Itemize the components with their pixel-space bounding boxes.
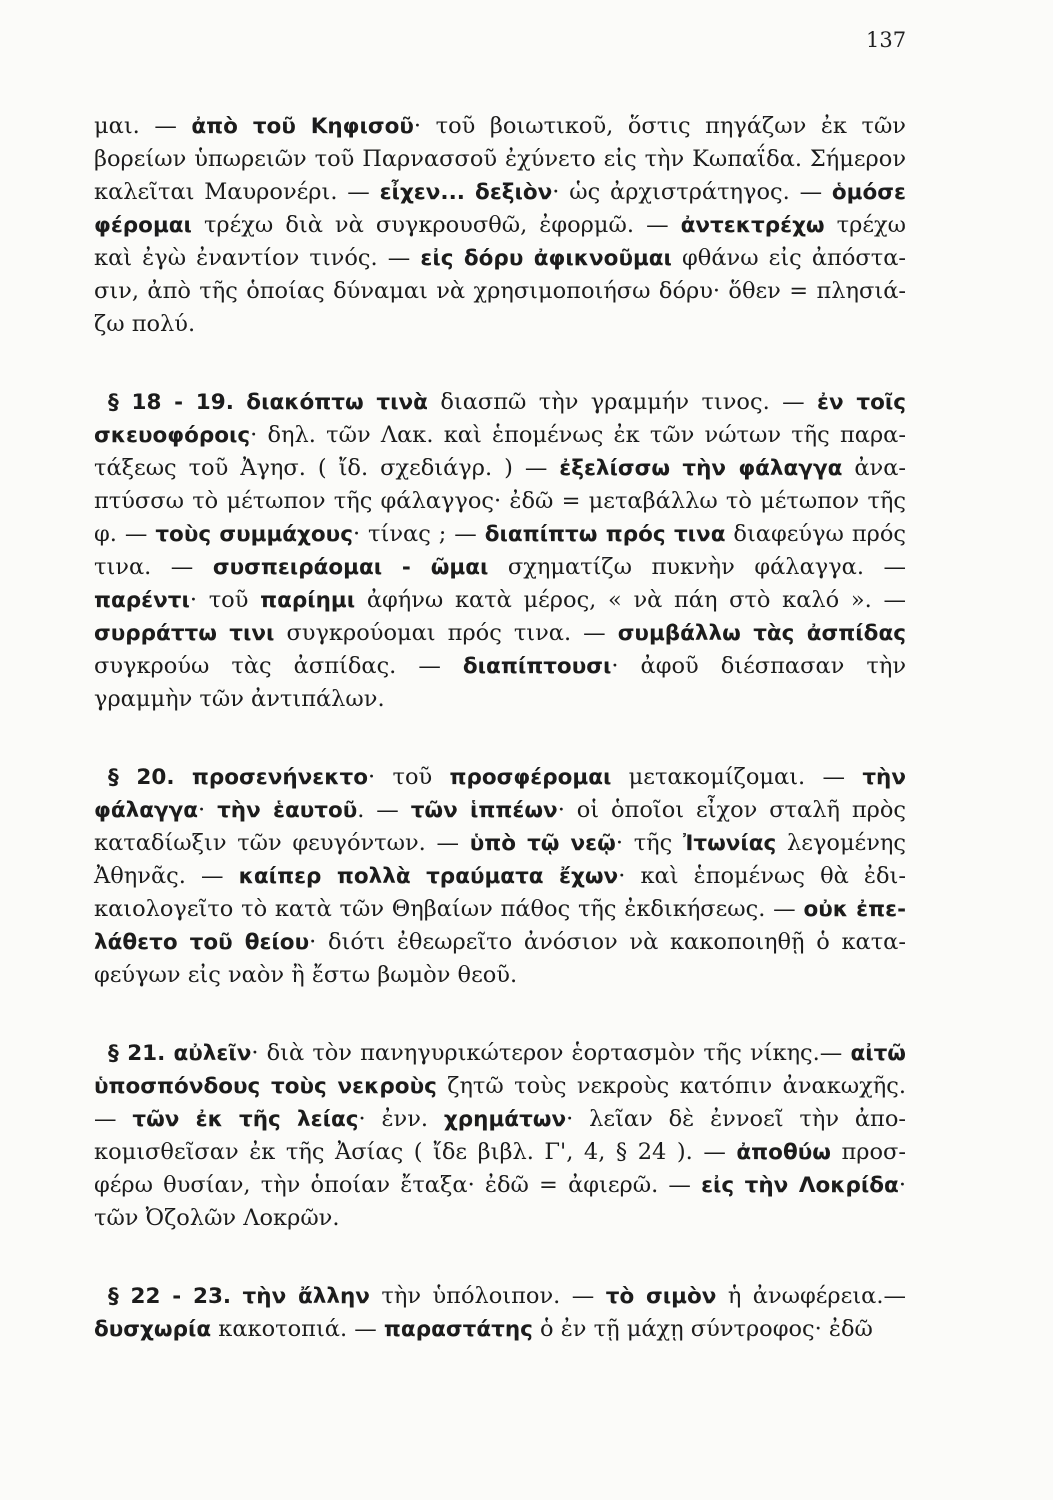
glossed-term: οὐκ ἐπελάθετο τοῦ θείου	[94, 897, 906, 955]
section-marker: § 21.	[108, 1041, 166, 1066]
gloss-text: · τοῦ	[368, 764, 450, 790]
gloss-text: · δηλ. τῶν Λακ. καὶ ἑπομένως ἐκ τῶν νώτων τῆς παρατάξεως τοῦ Ἀγησ. ( ἴδ. σχεδιάγρ. ) —	[94, 422, 906, 481]
glossed-term: τῶν ἱππέων	[410, 798, 558, 823]
gloss-text: συγκρούομαι πρός τινα. —	[274, 620, 618, 646]
gloss-text: μετακομίζομαι. —	[611, 764, 863, 790]
gloss-text: · διὰ τὸν πανηγυρικώτερον ἑορτασμὸν τῆς νίκης.—	[251, 1040, 851, 1066]
gloss-text: μαι. —	[94, 113, 192, 139]
gloss-text: διασπῶ τὴν γραμμήν τινος. —	[427, 389, 818, 415]
glossed-term: διαπίπτω πρός τινα	[484, 522, 726, 547]
glossed-term: ἐξελίσσω τὴν φάλαγγα	[559, 456, 843, 481]
gloss-text	[234, 389, 246, 415]
glossed-term: συσπειράομαι - ῶμαι	[212, 555, 489, 580]
paragraph-continued	[94, 110, 906, 341]
glossed-term: ἀντεκτρέχω	[680, 213, 825, 238]
gloss-text: . —	[357, 797, 411, 823]
commentary-text	[94, 110, 906, 1346]
gloss-text: ἀναπτύσσω τὸ μέτωπον τῆς φάλαγγος· ἐδῶ = μεταβάλλω τὸ μέτωπον τῆς φ. —	[94, 455, 906, 547]
gloss-text: · καὶ ἑπομένως θὰ ἐδικαιολογεῖτο τὸ κατὰ τῶν Θηβαίων πάθος τῆς ἐκδικήσεως. —	[94, 863, 906, 922]
glossed-term: παραστάτης	[383, 1317, 533, 1342]
glossed-term: διαπίπτουσι	[462, 654, 612, 679]
paragraph-section-21	[94, 1037, 906, 1235]
gloss-text: · ἐνν.	[358, 1106, 444, 1132]
paragraph-section-18-19	[94, 386, 906, 716]
glossed-term: αἰτῶ ὑποσπόνδους τοὺς νεκροὺς	[94, 1041, 906, 1099]
glossed-term: ὑπὸ τῷ νεῷ	[469, 831, 616, 856]
glossed-term: ὁμόσε φέρομαι	[94, 180, 906, 238]
gloss-text: · ἀφοῦ διέσπασαν τὴν γραμμὴν τῶν ἀντιπάλων.	[94, 653, 907, 712]
paragraph-section-20	[94, 761, 906, 992]
glossed-term: δυσχωρία	[94, 1317, 212, 1342]
glossed-term: τῶν ἐκ τῆς λείας	[132, 1107, 359, 1132]
gloss-text: ἀφήνω κατὰ μέρος, « νὰ πάη στὸ καλό ». —	[355, 587, 906, 613]
gloss-text: · λεῖαν δὲ ἐννοεῖ τὴν ἀποκομισθεῖσαν ἐκ τῆς Ἀσίας ( ἴδε βιβλ. Γ', 4, § 24 ). —	[94, 1106, 906, 1165]
page-number: 137	[866, 28, 907, 52]
section-marker: § 18 - 19.	[108, 390, 234, 415]
gloss-text: ·	[198, 797, 218, 823]
glossed-term: τοὺς συμμάχους	[155, 522, 353, 547]
gloss-text	[231, 1283, 242, 1309]
gloss-text: τὴν ὑπόλοιπον. —	[369, 1283, 606, 1309]
gloss-text: · τίνας ; —	[352, 521, 485, 547]
glossed-term: αὐλεῖν	[173, 1041, 252, 1066]
gloss-text: · τοῦ	[189, 587, 261, 613]
gloss-text: · τοῦ βοιωτικοῦ, ὅστις πηγάζων ἐκ τῶν βορείων ὑπωρειῶν τοῦ Παρνασσοῦ ἐχύνετο εἰς τὴν Κωπαΐδα. Σήμερον καλεῖται Μαυρονέρι. —	[94, 113, 906, 205]
glossed-term: ἀπὸ τοῦ Κηφισοῦ	[191, 114, 414, 139]
gloss-text: · ὡς ἀρχιστράτηγος. —	[552, 179, 832, 205]
gloss-text: λεγομένης Ἀθηνᾶς. —	[94, 830, 906, 889]
glossed-term: εἰς τὴν Λοκρίδα	[701, 1173, 899, 1198]
gloss-text: συγκρούω τὰς ἀσπίδας. —	[94, 653, 463, 679]
glossed-term: τὴν ἄλλην	[242, 1284, 370, 1309]
glossed-term: ἐν τοῖς σκευοφόροις	[94, 390, 906, 448]
gloss-text: διαφεύγω πρός τινα. —	[94, 521, 906, 580]
gloss-text: τρέχω καὶ ἐγὼ ἐναντίον τινός. —	[94, 212, 906, 271]
gloss-text	[175, 764, 192, 790]
glossed-term: τὸ σιμὸν	[605, 1284, 717, 1309]
gloss-text: ζητῶ τοὺς νεκροὺς κατόπιν ἀνακωχῆς. —	[94, 1073, 906, 1132]
gloss-text: φθάνω εἰς ἀπόστασιν, ἀπὸ τῆς ὁποίας δύναμαι νὰ χρησιμοποιήσω δόρυ· ὅθεν = πλησιάζω πολύ.	[94, 245, 906, 337]
gloss-text: τρέχω διὰ νὰ συγκρουσθῶ, ἐφορμῶ. —	[191, 212, 681, 238]
section-marker: § 22 - 23.	[108, 1284, 232, 1309]
gloss-text: · διότι ἐθεωρεῖτο ἀνόσιον νὰ κακοποιηθῇ ὁ καταφεύγων εἰς ναὸν ἢ ἔστω βωμὸν θεοῦ.	[94, 929, 906, 988]
glossed-term: συμβάλλω τὰς ἀσπίδας	[617, 621, 906, 646]
gloss-text: κακοτοπιά. —	[211, 1316, 384, 1342]
glossed-term: παρίημι	[260, 588, 356, 613]
glossed-term: καίπερ πολλὰ τραύματα ἔχων	[238, 864, 619, 889]
glossed-term: παρέντι	[94, 588, 190, 613]
glossed-term: διακόπτω τινὰ	[246, 390, 428, 415]
glossed-term: τὴν ἑαυτοῦ	[217, 798, 358, 823]
gloss-text: · τῆς	[615, 830, 683, 856]
glossed-term: Ἰτωνίας	[682, 831, 777, 856]
gloss-text: σχηματίζω πυκνὴν φάλαγγα. —	[488, 554, 907, 580]
paragraph-section-22-23	[94, 1280, 906, 1346]
glossed-term: προσφέρομαι	[449, 765, 612, 790]
glossed-term: εἶχεν... δεξιὸν	[379, 180, 553, 205]
glossed-term: τὴν φάλαγγα	[94, 765, 906, 823]
glossed-term: προσενήνεκτο	[191, 765, 369, 790]
gloss-text: ἡ ἀνωφέρεια.—	[716, 1283, 906, 1309]
gloss-text: ὁ ἐν τῇ μάχῃ σύντροφος· ἐδῶ	[532, 1316, 873, 1342]
gloss-text: προσφέρω θυσίαν, τὴν ὁποίαν ἔταξα· ἐδῶ = ἀφιερῶ. —	[94, 1139, 906, 1198]
glossed-term: χρημάτων	[443, 1107, 567, 1132]
gloss-text: · οἱ ὁποῖοι εἶχον σταλῆ πρὸς καταδίωξιν τῶν φευγόντων. —	[94, 797, 906, 856]
glossed-term: συρράττω τινι	[94, 621, 275, 646]
glossed-term: εἰς δόρυ ἀφικνοῦμαι	[420, 246, 672, 271]
glossed-term: ἀποθύω	[736, 1140, 831, 1165]
gloss-text: · τῶν Ὀζολῶν Λοκρῶν.	[94, 1172, 906, 1231]
section-marker: § 20.	[108, 765, 175, 790]
